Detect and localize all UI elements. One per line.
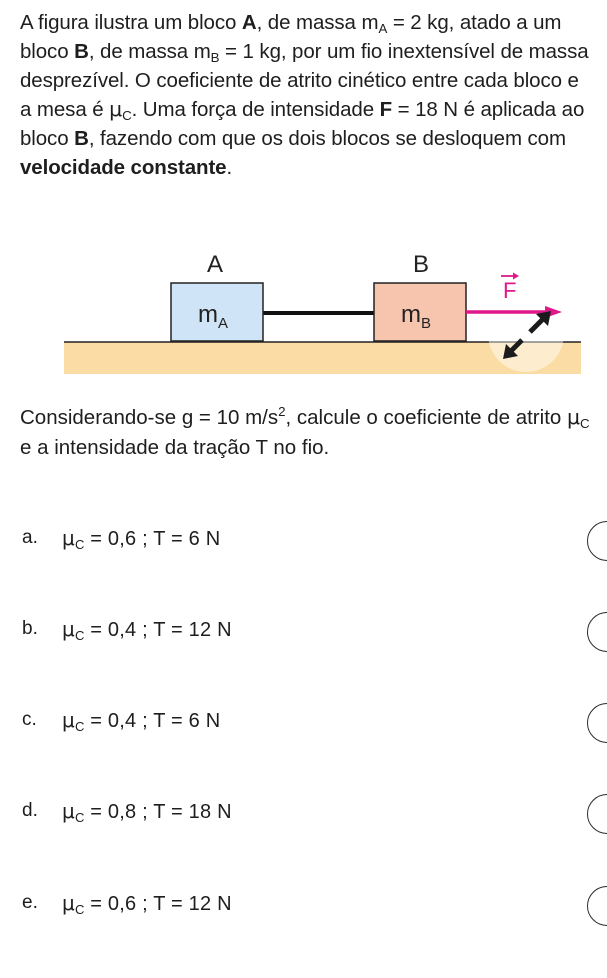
question-text-part: A figura ilustra um bloco xyxy=(20,11,242,34)
radio-button[interactable] xyxy=(587,794,607,834)
option-text xyxy=(62,617,232,642)
subscript-c: C xyxy=(74,627,85,643)
expand-circle xyxy=(488,296,564,372)
option-text xyxy=(62,799,232,824)
radio-button[interactable] xyxy=(587,521,607,561)
radio-button[interactable] xyxy=(587,886,607,926)
mu-symbol: μ xyxy=(62,708,75,732)
option-text xyxy=(62,891,232,916)
question-text-part: . Uma força de intensidade xyxy=(131,98,380,121)
question-text-part: . xyxy=(226,156,233,179)
option-d[interactable] xyxy=(0,782,607,872)
radio-button[interactable] xyxy=(587,612,607,652)
subscript-c: C xyxy=(580,415,590,431)
subscript-c: C xyxy=(74,809,85,825)
mu-symbol: μ xyxy=(62,526,75,550)
option-letter: a. xyxy=(22,527,38,548)
option-a[interactable] xyxy=(0,509,607,599)
option-letter: b. xyxy=(22,618,38,639)
option-letter: d. xyxy=(22,800,38,821)
force-label: F xyxy=(503,278,517,303)
option-text xyxy=(62,526,220,551)
block-a-label: A xyxy=(207,251,224,278)
radio-button[interactable] xyxy=(587,703,607,743)
question-text xyxy=(20,8,590,182)
prompt-text-part: , calcule o coeficiente de atrito xyxy=(285,406,567,429)
question-text-part: , fazendo com que os dois blocos se desloquem com xyxy=(88,127,566,150)
question-text-part: = 2 kg, atado a um bloco xyxy=(20,11,562,63)
option-b[interactable] xyxy=(0,600,607,690)
emphasis-text: velocidade constante xyxy=(20,156,227,179)
prompt-text-part: e a intensidade da tração T no fio. xyxy=(20,436,330,459)
subscript-a: A xyxy=(378,20,388,36)
question-text-part: , de massa m xyxy=(88,40,211,63)
prompt-text xyxy=(20,402,595,463)
option-letter: e. xyxy=(22,892,38,913)
force-symbol: F xyxy=(379,98,393,121)
block-b-ref: B xyxy=(74,127,89,150)
block-b-ref: B xyxy=(74,40,89,63)
question-text-part: , de massa m xyxy=(256,11,379,34)
block-a-ref: A xyxy=(241,11,257,34)
question-text-part: = 1 kg, por um fio inextensível de massa desprezível. O coeficiente de atrito cinético entre cada bloco e a mesa é xyxy=(20,40,589,121)
option-c[interactable] xyxy=(0,691,607,781)
block-a-mass: $m_A$ xyxy=(198,301,229,332)
prompt-text-part: Considerando-se g = 10 m/s xyxy=(20,406,279,429)
option-text xyxy=(62,708,220,733)
subscript-b: B xyxy=(210,49,220,65)
mu-symbol: μ xyxy=(566,405,581,429)
option-value: = 0,4 ; T = 6 N xyxy=(84,710,221,732)
option-value: = 0,8 ; T = 18 N xyxy=(84,801,232,823)
mu-symbol: μ xyxy=(62,799,75,823)
block-b-label: B xyxy=(413,251,430,278)
option-e[interactable] xyxy=(0,874,607,964)
block-b-mass: $m_B$ xyxy=(401,301,432,332)
subscript-c: C xyxy=(74,536,85,552)
exponent: 2 xyxy=(278,404,286,420)
subscript-c: C xyxy=(74,718,85,734)
mu-symbol: μ xyxy=(109,97,123,121)
option-value: = 0,4 ; T = 12 N xyxy=(84,619,232,641)
subscript-c: C xyxy=(74,901,85,917)
question-text-part: = 18 N é aplicada ao bloco xyxy=(20,98,585,150)
blocks-figure xyxy=(0,240,607,385)
option-value: = 0,6 ; T = 12 N xyxy=(84,893,232,915)
subscript-c: C xyxy=(122,107,132,123)
mu-symbol: μ xyxy=(62,617,75,641)
mu-symbol: μ xyxy=(62,891,75,915)
option-value: = 0,6 ; T = 6 N xyxy=(84,528,221,550)
option-letter: c. xyxy=(22,709,37,730)
